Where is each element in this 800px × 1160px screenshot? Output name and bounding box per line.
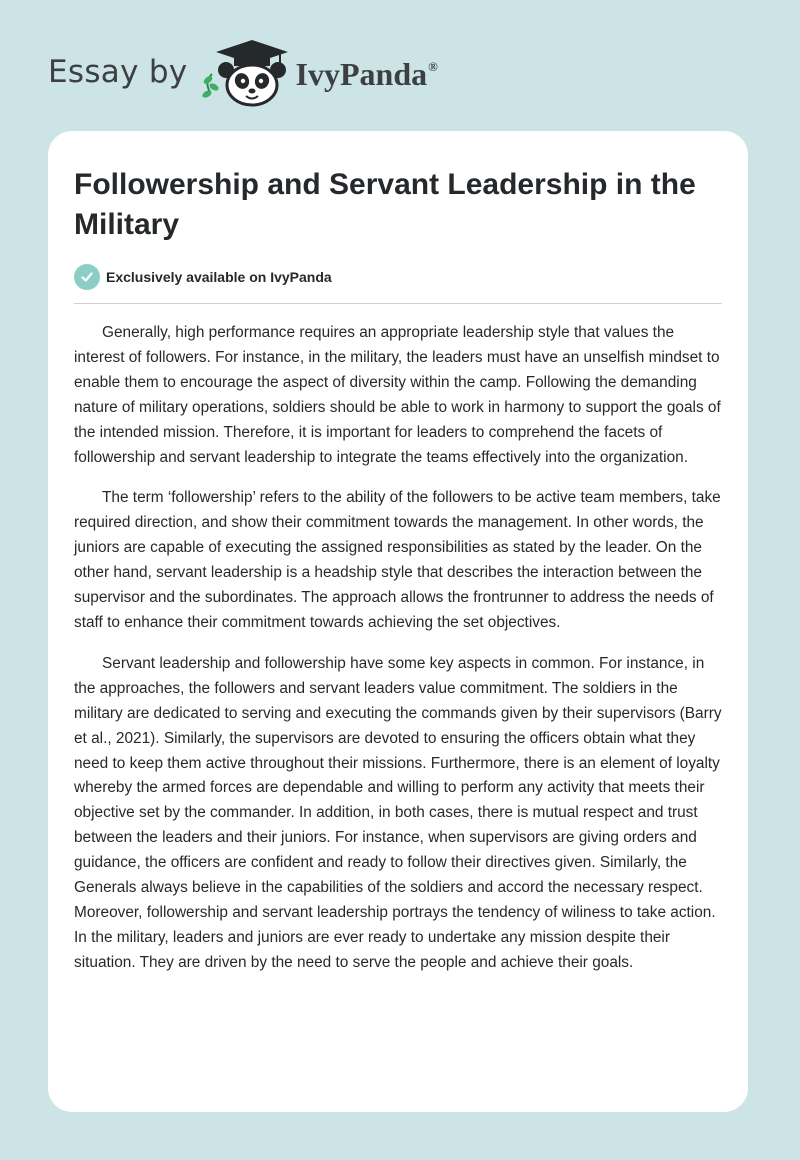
paragraph: Generally, high performance requires an appropriate leadership style that values the interest of followers. For instance, in the military, the leaders must have an unselfish mindset to enable them to encourage the aspect of diversity within the camp. Following the demanding nature of military operations, soldiers should be able to work in harmony to support the goals of the intended mission. Therefore, it is important for leaders to comprehend the facets of followership and servant leadership to integrate the teams effectively into the organization.: [74, 324, 721, 466]
site-header: [48, 36, 438, 108]
check-circle-icon: [74, 264, 100, 290]
page-title: Followership and Servant Leadership in the Military: [74, 168, 696, 241]
divider: [74, 303, 722, 304]
exclusive-badge: [74, 263, 332, 291]
paragraph: Servant leadership and followership have some key aspects in common. For instance, in the approaches, the followers and servant leaders value commitment. The soldiers in the military are dedicated to serving and executing the commands given by their supervisors (Barry et al., 2021). Similarly, the supervisors are devoted to ensuring the officers obtain what they need to keep them active throughout their missions. Furthermore, there is an element of loyalty whereby the armed forces are dependable and willing to perform any activity that meets their objective set by the commander. In addition, in both cases, there is mutual respect and trust between the leaders and their juniors. For instance, when supervisors are giving orders and guidance, the officers are confident and ready to follow their directives given. Similarly, the Generals always believe in the capabilities of the soldiers and accord the necessary respect. Moreover, followership and servant leadership portrays the tendency of wiliness to take action. In the military, leaders and juniors are ever ready to undertake any mission despite their situation. They are driven by the need to serve the people and achieve their goals.: [74, 654, 722, 971]
essay-body: [74, 321, 724, 992]
panda-graduate-logo-icon[interactable]: [200, 36, 292, 108]
exclusive-label: Exclusively available on IvyPanda: [106, 269, 332, 285]
registered-mark: ®: [428, 58, 438, 74]
essay-by-label: Essay by: [48, 54, 188, 90]
paragraph: The term ‘followership’ refers to the ability of the followers to be active team members, take required direction, and show their commitment towards the management. In other words, the juniors are capable of executing the assigned responsibilities as stated by the leader. On the other hand, servant leadership is a headship style that describes the interaction between the supervisor and the subordinates. The approach allows the frontrunner to address the needs of staff to enhance their commitment towards achieving the set objectives.: [74, 489, 721, 631]
essay-card: [48, 131, 748, 1112]
brand-name[interactable]: IvyPanda®: [295, 55, 438, 92]
